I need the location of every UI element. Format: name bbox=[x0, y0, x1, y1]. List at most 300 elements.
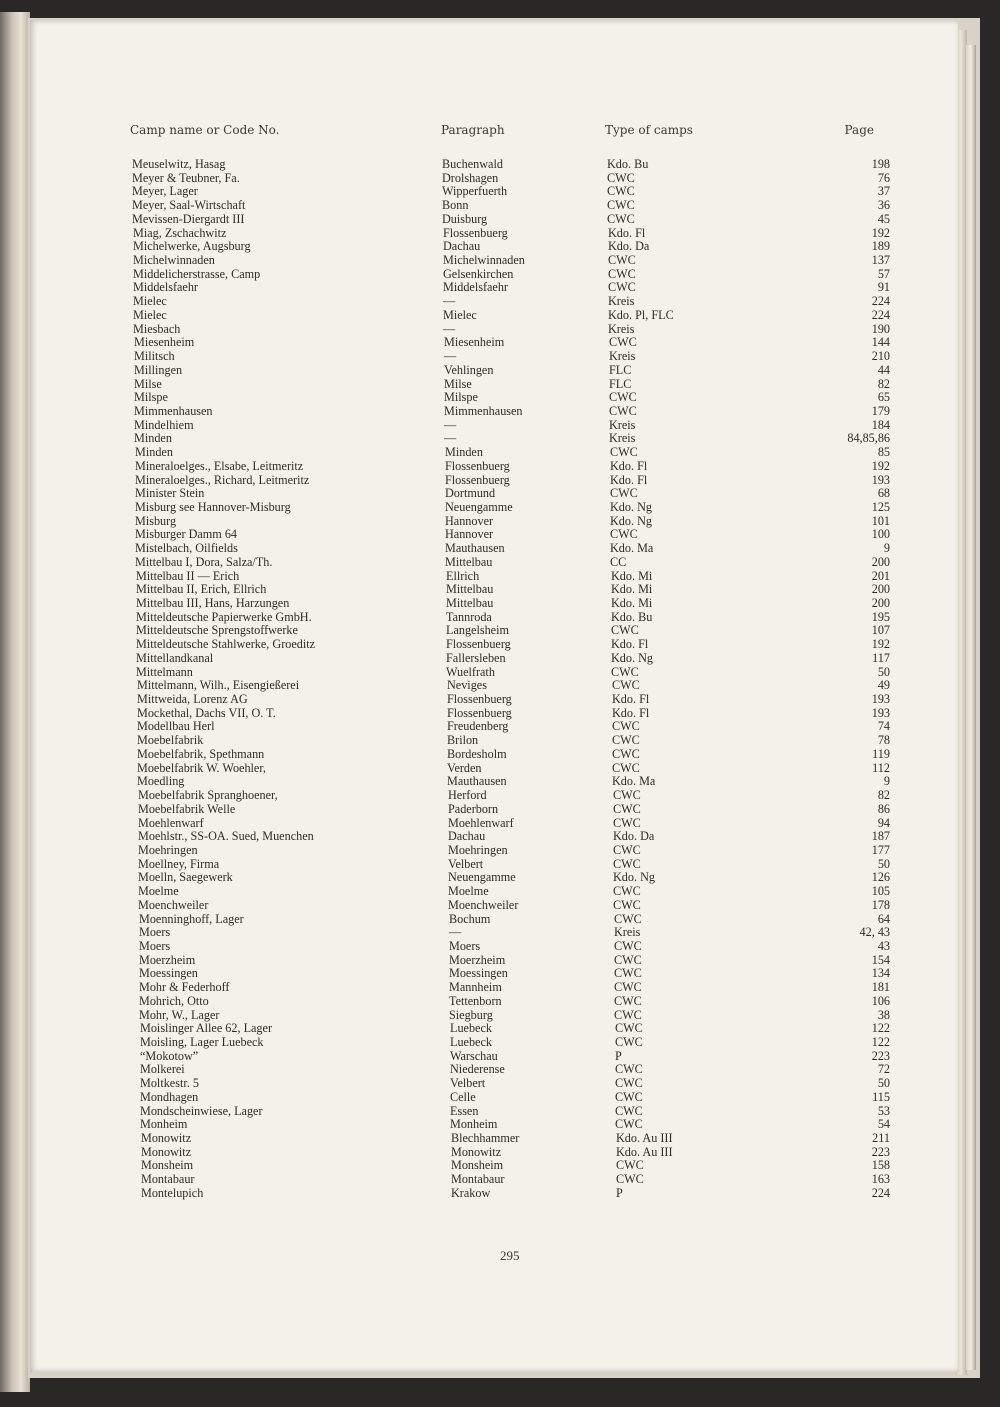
page-cell: 200 bbox=[871, 596, 890, 610]
type-cell: CC bbox=[610, 554, 627, 569]
camp-name-cell: Misburg see Hannover-Misburg bbox=[135, 499, 291, 514]
paragraph-cell: Hannover bbox=[445, 527, 494, 542]
type-cell: CWC bbox=[614, 966, 642, 981]
type-cell: CWC bbox=[616, 1172, 644, 1187]
camp-name-cell: Monowitz bbox=[141, 1131, 192, 1146]
paragraph-cell: Warschau bbox=[450, 1048, 498, 1063]
paragraph-cell: Fallersleben bbox=[446, 650, 506, 665]
page-cell: 76 bbox=[877, 170, 890, 185]
type-cell: Kdo. Ma bbox=[610, 541, 654, 556]
camp-name-cell: Moebelfabrik, Spethmann bbox=[137, 746, 265, 761]
type-cell: Kreis bbox=[609, 431, 636, 446]
page-cell: 125 bbox=[871, 499, 890, 514]
table-row bbox=[30, 515, 958, 529]
table-row bbox=[30, 391, 958, 405]
type-cell: Kdo. Ng bbox=[610, 499, 652, 514]
type-cell: Kdo. Fl bbox=[610, 472, 648, 487]
camp-name-cell: Mindelhiem bbox=[134, 417, 194, 432]
type-cell: CWC bbox=[614, 938, 642, 953]
camp-name-cell: Mohr, W., Lager bbox=[139, 1007, 220, 1022]
paragraph-cell: Dachau bbox=[448, 829, 486, 844]
table-row bbox=[30, 1118, 958, 1132]
page-cell: 50 bbox=[877, 664, 890, 679]
table-row bbox=[30, 720, 958, 734]
type-cell: P bbox=[615, 1048, 622, 1063]
type-cell: CWC bbox=[613, 856, 641, 871]
paragraph-cell: Wuelfrath bbox=[446, 664, 495, 679]
paragraph-cell: Velbert bbox=[448, 856, 484, 871]
paragraph-cell: Monsheim bbox=[451, 1158, 504, 1173]
type-cell: CWC bbox=[608, 253, 636, 268]
table-row bbox=[30, 1022, 958, 1036]
type-cell: FLC bbox=[609, 362, 632, 377]
table-row bbox=[30, 323, 958, 337]
page-cell: 126 bbox=[871, 870, 890, 885]
page-cell: 211 bbox=[872, 1131, 890, 1146]
paragraph-cell: — bbox=[444, 349, 457, 364]
table-row bbox=[30, 762, 958, 776]
page-cell: 184 bbox=[871, 417, 890, 432]
camp-name-cell: Molkerei bbox=[140, 1062, 185, 1077]
camp-name-cell: Meyer & Teubner, Fa. bbox=[132, 170, 240, 185]
page-cell: 57 bbox=[877, 266, 890, 281]
header-paragraph: Paragraph bbox=[441, 123, 505, 137]
camp-name-cell: Miesenheim bbox=[134, 335, 195, 350]
type-cell: CWC bbox=[613, 884, 641, 899]
camp-name-cell: Meuselwitz, Hasag bbox=[132, 157, 226, 171]
camp-name-cell: Moebelfabrik Welle bbox=[138, 801, 236, 816]
type-cell: P bbox=[616, 1185, 623, 1200]
page-cell: 137 bbox=[871, 253, 890, 268]
camp-name-cell: Michelwerke, Augsburg bbox=[133, 239, 251, 254]
table-row bbox=[30, 364, 958, 378]
camp-name-cell: Modellbau Herl bbox=[137, 719, 215, 734]
page-cell: 45 bbox=[877, 211, 890, 226]
camp-name-cell: Mittelbau II — Erich bbox=[136, 568, 240, 583]
paragraph-cell: Montabaur bbox=[451, 1172, 505, 1187]
type-cell: CWC bbox=[614, 1007, 642, 1022]
paragraph-cell: Celle bbox=[450, 1089, 476, 1104]
type-cell: Kreis bbox=[608, 294, 635, 309]
type-cell: Kdo. Ng bbox=[613, 870, 655, 885]
table-row bbox=[30, 707, 958, 721]
page-cell: 38 bbox=[877, 1007, 890, 1022]
paragraph-cell: Neviges bbox=[447, 678, 487, 693]
paragraph-cell: Duisburg bbox=[442, 211, 488, 226]
type-cell: CWC bbox=[612, 719, 640, 734]
table-row bbox=[30, 254, 958, 268]
camp-name-cell: Monsheim bbox=[141, 1158, 194, 1173]
paragraph-cell: Siegburg bbox=[449, 1007, 493, 1022]
type-cell: CWC bbox=[609, 390, 637, 405]
table-row bbox=[30, 460, 958, 474]
page-cell: 210 bbox=[871, 349, 890, 364]
page-cell: 163 bbox=[871, 1172, 890, 1187]
type-cell: CWC bbox=[612, 733, 640, 748]
table-row bbox=[30, 844, 958, 858]
paragraph-cell: Neuengamme bbox=[445, 499, 513, 514]
page-cell: 85 bbox=[877, 445, 890, 460]
paragraph-cell: Flossenbuerg bbox=[445, 458, 510, 473]
type-cell: Kdo. Au III bbox=[616, 1144, 673, 1159]
page-cell: 9 bbox=[883, 774, 890, 789]
paragraph-cell: Blechhammer bbox=[451, 1131, 520, 1146]
camp-name-cell: Moers bbox=[139, 938, 171, 953]
camp-name-cell: Moedling bbox=[137, 774, 185, 789]
page-cell: 193 bbox=[871, 692, 890, 707]
paragraph-cell: Mittelbau bbox=[446, 596, 494, 610]
page-cell: 178 bbox=[871, 897, 890, 912]
paragraph-cell: Essen bbox=[450, 1103, 479, 1118]
camp-name-cell: Moltkestr. 5 bbox=[140, 1076, 199, 1091]
paragraph-cell: Moenchweiler bbox=[448, 897, 519, 912]
paragraph-cell: Minden bbox=[445, 445, 483, 460]
paragraph-cell: Hannover bbox=[445, 513, 494, 528]
paragraph-cell: — bbox=[449, 925, 462, 940]
camp-name-cell: Milse bbox=[134, 376, 162, 391]
page-cell: 223 bbox=[871, 1048, 890, 1063]
type-cell: CWC bbox=[613, 842, 641, 857]
type-cell: CWC bbox=[615, 1021, 643, 1036]
page-cell: 200 bbox=[871, 582, 890, 597]
camp-name-cell: Moers bbox=[139, 925, 171, 940]
type-cell: Kdo. Mi bbox=[611, 596, 653, 610]
page-cell: 195 bbox=[871, 609, 890, 624]
paragraph-cell: — bbox=[443, 321, 456, 336]
paragraph-cell: Neuengamme bbox=[448, 870, 516, 885]
camp-name-cell: Minden bbox=[135, 445, 173, 460]
paragraph-cell: Flossenbuerg bbox=[446, 637, 511, 652]
table-row bbox=[30, 240, 958, 254]
paragraph-cell: Miesenheim bbox=[444, 335, 505, 350]
table-row bbox=[30, 309, 958, 323]
table-row bbox=[30, 542, 958, 556]
type-cell: Kreis bbox=[614, 925, 641, 940]
paragraph-cell: Paderborn bbox=[448, 801, 499, 816]
table-row bbox=[30, 281, 958, 295]
camp-name-cell: Mitteldeutsche Stahlwerke, Groeditz bbox=[136, 637, 316, 652]
table-row bbox=[30, 1105, 958, 1119]
page-cell: 134 bbox=[871, 966, 890, 981]
type-cell: Kdo. Da bbox=[608, 239, 650, 254]
paragraph-cell: Flossenbuerg bbox=[447, 705, 512, 720]
camp-name-cell: Millingen bbox=[134, 362, 183, 377]
camp-name-cell: Mevissen-Diergardt III bbox=[132, 211, 245, 226]
table-row bbox=[30, 597, 958, 611]
table-row bbox=[30, 295, 958, 309]
camp-name-cell: Moehringen bbox=[138, 842, 198, 857]
camp-name-cell: Middelsfaehr bbox=[133, 280, 198, 295]
type-cell: CWC bbox=[614, 911, 642, 926]
camp-name-cell: Mimmenhausen bbox=[134, 403, 213, 418]
table-row bbox=[30, 775, 958, 789]
type-cell: CWC bbox=[607, 170, 635, 185]
camp-name-cell: Mistelbach, Oilfields bbox=[135, 541, 238, 556]
page-cell: 179 bbox=[871, 403, 890, 418]
paragraph-cell: Brilon bbox=[447, 733, 479, 748]
camp-name-cell: Mohr & Federhoff bbox=[139, 980, 230, 995]
camp-name-cell: Mittellandkanal bbox=[136, 650, 214, 665]
type-cell: Kdo. Fl bbox=[612, 705, 650, 720]
camp-name-cell: Meyer, Saal-Wirtschaft bbox=[132, 198, 246, 213]
paragraph-cell: Luebeck bbox=[450, 1035, 492, 1049]
type-cell: CWC bbox=[615, 1103, 643, 1118]
page-cell: 72 bbox=[877, 1062, 890, 1077]
table-row bbox=[30, 1187, 958, 1201]
table-row bbox=[30, 268, 958, 282]
paragraph-cell: Milspe bbox=[444, 390, 478, 405]
type-cell: CWC bbox=[608, 266, 636, 281]
camp-name-cell: Mineraloelges., Elsabe, Leitmeritz bbox=[135, 458, 304, 473]
type-cell: Kdo. Ng bbox=[611, 650, 653, 665]
type-cell: Kdo. Da bbox=[613, 829, 655, 844]
table-row bbox=[30, 666, 958, 680]
paragraph-cell: Mannheim bbox=[449, 980, 502, 995]
page-cell: 84,85,86 bbox=[847, 431, 890, 446]
table-row bbox=[30, 913, 958, 927]
table-row bbox=[30, 501, 958, 515]
type-cell: CWC bbox=[612, 760, 640, 775]
page-cell: 200 bbox=[871, 554, 890, 569]
paragraph-cell: Dortmund bbox=[445, 486, 496, 501]
paragraph-cell: Krakow bbox=[451, 1185, 491, 1200]
camp-name-cell: Monowitz bbox=[141, 1144, 192, 1159]
paragraph-cell: Wipperfuerth bbox=[442, 184, 508, 199]
type-cell: Kdo. Ng bbox=[610, 513, 652, 528]
paragraph-cell: Niederense bbox=[450, 1062, 505, 1077]
camp-name-cell: Moelme bbox=[138, 884, 179, 899]
header-type-of-camps: Type of camps bbox=[605, 123, 693, 137]
paragraph-cell: Mittelbau bbox=[446, 582, 494, 597]
page-cell: 224 bbox=[871, 307, 890, 322]
page-cell: 50 bbox=[877, 856, 890, 871]
page-cell: 101 bbox=[871, 513, 890, 528]
paragraph-cell: Mimmenhausen bbox=[444, 403, 523, 418]
type-cell: Kdo. Au III bbox=[616, 1131, 673, 1146]
type-cell: Kreis bbox=[608, 321, 635, 336]
table-row bbox=[30, 446, 958, 460]
camp-name-cell: Moebelfabrik W. Woehler, bbox=[137, 760, 266, 775]
camp-name-cell: Moebelfabrik bbox=[137, 733, 204, 748]
table-row bbox=[30, 487, 958, 501]
page-cell: 187 bbox=[871, 829, 890, 844]
table-row bbox=[30, 419, 958, 433]
page-stack-edge-outer bbox=[966, 45, 976, 1370]
table-row bbox=[30, 679, 958, 693]
table-row bbox=[30, 570, 958, 584]
table-row bbox=[30, 803, 958, 817]
page-cell: 115 bbox=[872, 1089, 890, 1104]
page-cell: 91 bbox=[877, 280, 890, 295]
table-row bbox=[30, 1063, 958, 1077]
paragraph-cell: Moehlenwarf bbox=[448, 815, 514, 830]
table-row bbox=[30, 474, 958, 488]
page-cell: 50 bbox=[877, 1076, 890, 1091]
page-cell: 106 bbox=[871, 993, 890, 1008]
type-cell: CWC bbox=[607, 211, 635, 226]
paragraph-cell: Mauthausen bbox=[445, 541, 505, 556]
page-cell: 193 bbox=[871, 705, 890, 720]
type-cell: CWC bbox=[613, 897, 641, 912]
table-row bbox=[30, 172, 958, 186]
page-cell: 192 bbox=[871, 458, 890, 473]
type-cell: FLC bbox=[609, 376, 632, 391]
table-row bbox=[30, 158, 958, 172]
table-row bbox=[30, 583, 958, 597]
table-row bbox=[30, 432, 958, 446]
page-cell: 189 bbox=[871, 239, 890, 254]
camp-list bbox=[30, 158, 958, 1201]
page-cell: 64 bbox=[877, 911, 890, 926]
camp-name-cell: Minister Stein bbox=[135, 486, 205, 501]
paragraph-cell: Dachau bbox=[443, 239, 481, 254]
page-cell: 144 bbox=[871, 335, 890, 350]
table-row bbox=[30, 954, 958, 968]
table-row bbox=[30, 981, 958, 995]
type-cell: CWC bbox=[615, 1076, 643, 1091]
camp-name-cell: Mielec bbox=[133, 294, 167, 309]
page-cell: 65 bbox=[877, 390, 890, 405]
page-cell: 100 bbox=[871, 527, 890, 542]
table-row bbox=[30, 624, 958, 638]
table-row bbox=[30, 405, 958, 419]
type-cell: Kdo. Mi bbox=[611, 582, 653, 597]
type-cell: Kdo. Fl bbox=[610, 458, 648, 473]
camp-name-cell: Militsch bbox=[134, 349, 175, 364]
type-cell: CWC bbox=[616, 1158, 644, 1173]
page-cell: 42, 43 bbox=[859, 925, 890, 940]
paragraph-cell: Milse bbox=[444, 376, 472, 391]
type-cell: CWC bbox=[614, 993, 642, 1008]
camp-name-cell: Michelwinnaden bbox=[133, 253, 215, 268]
paragraph-cell: Flossenbuerg bbox=[443, 225, 508, 240]
page-cell: 36 bbox=[877, 198, 890, 213]
camp-name-cell: Monheim bbox=[140, 1117, 188, 1132]
camp-name-cell: Misburger Damm 64 bbox=[135, 527, 238, 542]
camp-name-cell: Montabaur bbox=[141, 1172, 195, 1187]
camp-name-cell: Moisling, Lager Luebeck bbox=[140, 1035, 264, 1049]
paragraph-cell: Flossenbuerg bbox=[447, 692, 512, 707]
page-cell: 122 bbox=[871, 1021, 890, 1036]
page-cell: 107 bbox=[871, 623, 890, 638]
camp-name-cell: Mittelmann bbox=[136, 664, 193, 679]
camp-name-cell: Meyer, Lager bbox=[132, 184, 198, 199]
camp-name-cell: Moehlenwarf bbox=[138, 815, 204, 830]
page-cell: 49 bbox=[877, 678, 890, 693]
page-cell: 86 bbox=[877, 801, 890, 816]
table-row bbox=[30, 1159, 958, 1173]
table-row bbox=[30, 336, 958, 350]
table-row bbox=[30, 926, 958, 940]
paragraph-cell: Buchenwald bbox=[442, 157, 503, 171]
table-row bbox=[30, 1009, 958, 1023]
paragraph-cell: — bbox=[443, 294, 456, 309]
page-cell: 43 bbox=[877, 938, 890, 953]
page-cell: 53 bbox=[877, 1103, 890, 1118]
paragraph-cell: Drolshagen bbox=[442, 170, 499, 185]
type-cell: CWC bbox=[615, 1117, 643, 1132]
type-cell: CWC bbox=[613, 788, 641, 803]
camp-name-cell: Moebelfabrik Spranghoener, bbox=[138, 788, 278, 803]
page-cell: 119 bbox=[872, 746, 890, 761]
paragraph-cell: — bbox=[444, 431, 457, 446]
camp-name-cell: Mittelmann, Wilh., Eisengießerei bbox=[137, 678, 300, 693]
camp-name-cell: “Mokotow” bbox=[140, 1048, 199, 1063]
table-row bbox=[30, 1050, 958, 1064]
camp-name-cell: Moenninghoff, Lager bbox=[139, 911, 244, 926]
table-row bbox=[30, 693, 958, 707]
camp-name-cell: Mittweida, Lorenz AG bbox=[137, 692, 248, 707]
camp-name-cell: Middelicherstrasse, Camp bbox=[133, 266, 261, 281]
page-cell: 223 bbox=[871, 1144, 890, 1159]
table-row bbox=[30, 199, 958, 213]
table-row bbox=[30, 1173, 958, 1187]
table-row bbox=[30, 940, 958, 954]
table-row bbox=[30, 528, 958, 542]
paragraph-cell: Moers bbox=[449, 938, 481, 953]
paragraph-cell: Mittelbau bbox=[445, 554, 493, 569]
camp-name-cell: Moelln, Saegewerk bbox=[138, 870, 233, 885]
page-cell: 224 bbox=[871, 294, 890, 309]
type-cell: CWC bbox=[615, 1089, 643, 1104]
type-cell: CWC bbox=[607, 198, 635, 213]
camp-name-cell: Mineraloelges., Richard, Leitmeritz bbox=[135, 472, 310, 487]
paragraph-cell: Luebeck bbox=[450, 1021, 492, 1036]
document-page bbox=[30, 20, 958, 1372]
type-cell: Kdo. Mi bbox=[611, 568, 653, 583]
table-row bbox=[30, 748, 958, 762]
page-cell: 122 bbox=[871, 1035, 890, 1049]
table-row bbox=[30, 185, 958, 199]
page-cell: 82 bbox=[877, 376, 890, 391]
type-cell: CWC bbox=[608, 280, 636, 295]
page-cell: 54 bbox=[877, 1117, 890, 1132]
type-cell: CWC bbox=[609, 335, 637, 350]
camp-name-cell: Moehlstr., SS-OA. Sued, Muenchen bbox=[138, 829, 314, 844]
type-cell: Kdo. Fl bbox=[612, 692, 650, 707]
camp-name-cell: Moerzheim bbox=[139, 952, 196, 967]
camp-name-cell: Mittelbau III, Hans, Harzungen bbox=[136, 596, 290, 610]
paragraph-cell: Bordesholm bbox=[447, 746, 507, 761]
table-row bbox=[30, 652, 958, 666]
page-number: 295 bbox=[500, 1248, 520, 1263]
paragraph-cell: Langelsheim bbox=[446, 623, 509, 638]
page-cell: 154 bbox=[871, 952, 890, 967]
type-cell: CWC bbox=[611, 664, 639, 679]
camp-name-cell: Mittelbau II, Erich, Ellrich bbox=[136, 582, 267, 597]
type-cell: Kreis bbox=[609, 349, 636, 364]
table-row bbox=[30, 871, 958, 885]
page-cell: 201 bbox=[871, 568, 890, 583]
page-cell: 94 bbox=[877, 815, 890, 830]
type-cell: CWC bbox=[614, 980, 642, 995]
type-cell: Kdo. Ma bbox=[612, 774, 656, 789]
camp-name-cell: Montelupich bbox=[141, 1185, 204, 1200]
page-cell: 181 bbox=[871, 980, 890, 995]
table-row bbox=[30, 1036, 958, 1050]
type-cell: CWC bbox=[610, 486, 638, 501]
table-row bbox=[30, 967, 958, 981]
type-cell: Kdo. Bu bbox=[607, 157, 649, 171]
camp-name-cell: Mockethal, Dachs VII, O. T. bbox=[137, 705, 276, 720]
paragraph-cell: Middelsfaehr bbox=[443, 280, 508, 295]
camp-name-cell: Moessingen bbox=[139, 966, 198, 981]
type-cell: Kreis bbox=[609, 417, 636, 432]
page-cell: 78 bbox=[877, 733, 890, 748]
paragraph-cell: Moessingen bbox=[449, 966, 508, 981]
page-cell: 117 bbox=[872, 650, 890, 665]
camp-name-cell: Mitteldeutsche Papierwerke GmbH. bbox=[136, 609, 312, 624]
